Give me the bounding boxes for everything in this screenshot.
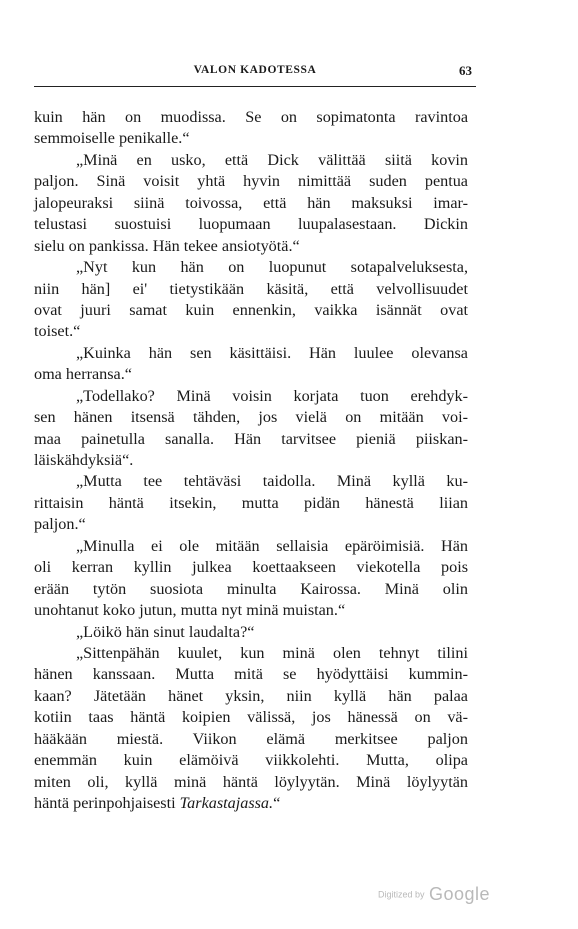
text-line: „Sittenpähän kuulet, kun minä olen tehnyt tilini — [76, 643, 468, 662]
text-line: rittaisin häntä itsekin, mutta pidän hänestä liian — [34, 493, 468, 512]
text-line: sen hänen itsensä tähden, jos vielä on mitään voi- — [34, 408, 468, 427]
text-line: „Löikö hän sinut laudalta?“ — [76, 622, 255, 641]
text-line: paljon. Sinä voisit yhtä hyvin nimittää suden pentua — [34, 172, 468, 191]
text-line: enemmän kuin elämöivä viikkolehti. Mutta, olipa — [34, 751, 468, 770]
text-line: hänen kanssaan. Mutta mitä se hyödyttäisi kummin- — [34, 665, 468, 684]
page-number: 63 — [459, 63, 472, 78]
text-line: oli kerran kyllin julkea koettaakseen viekotella pois — [34, 558, 468, 577]
final-line-closing-quote: “ — [273, 794, 281, 812]
text-line: „Minä en usko, että Dick välittää siitä kovin — [76, 150, 468, 169]
google-watermark — [378, 884, 490, 905]
body-text — [34, 107, 468, 814]
text-line: unohtanut koko jutun, mutta nyt minä muistan.“ — [34, 601, 346, 620]
text-line: maa painetulla sanalla. Hän tarvitsee pieniä piiskan- — [34, 429, 468, 448]
text-line: „Nyt kun hän on luopunut sotapalveluksesta, — [76, 258, 468, 277]
text-line: kaan? Jätetään hänet yksin, niin kyllä hän palaa — [34, 686, 468, 705]
text-line: semmoiselle penikalle.“ — [34, 129, 190, 148]
running-header — [34, 64, 476, 82]
text-line: ovat juuri samat kuin ennenkin, vaikka isännät ovat — [34, 300, 468, 319]
watermark-digitized-by: Digitized by — [378, 889, 425, 900]
text-line: sielu on pankissa. Hän tekee ansiotyötä.“ — [34, 236, 300, 255]
text-line: läiskähdyksiä“. — [34, 451, 134, 469]
text-line: „Minulla ei ole mitään sellaisia epäröimisiä. Hän — [76, 536, 468, 555]
text-line: „Mutta tee tehtäväsi taidolla. Minä kyllä ku- — [76, 472, 468, 491]
running-title: VALON KADOTESSA — [193, 64, 317, 76]
watermark-google: Google — [428, 884, 491, 904]
text-line: miten oli, kyllä minä häntä löylyytän. Minä löylyytän — [34, 772, 468, 791]
text-line: niin hän] ei' tietystikään käsitä, että velvollisuudet — [34, 279, 468, 298]
text-line: kuin hän on muodissa. Se on sopimatonta ravintoa — [34, 108, 468, 126]
text-line: „Kuinka hän sen käsittäisi. Hän luulee olevansa — [76, 343, 468, 362]
text-line: paljon.“ — [34, 515, 86, 534]
text-line: oma herransa.“ — [34, 365, 132, 384]
text-line: erään tytön suosiota minulta Kairossa. Minä olin — [34, 579, 468, 598]
text-line: hääkään miestä. Viikon elämä merkitsee paljon — [34, 729, 468, 748]
text-line-final — [34, 793, 468, 814]
text-line: kotiin taas häntä koipien välissä, jos hänessä on vä- — [34, 708, 468, 727]
header-rule — [34, 86, 476, 87]
final-line-italic-title: Tarkastajassa. — [179, 794, 274, 812]
text-line: „Todellako? Minä voisin korjata tuon erehdyk- — [76, 386, 468, 405]
text-line: telustasi suostuisi luopumaan luupalasestaan. Dickin — [34, 215, 468, 234]
final-line-plain: häntä perinpohjaisesti — [34, 794, 180, 812]
text-line: toiset.“ — [34, 322, 81, 341]
text-line: jalopeuraksi siinä toivossa, että hän maksuksi imar- — [34, 193, 468, 212]
